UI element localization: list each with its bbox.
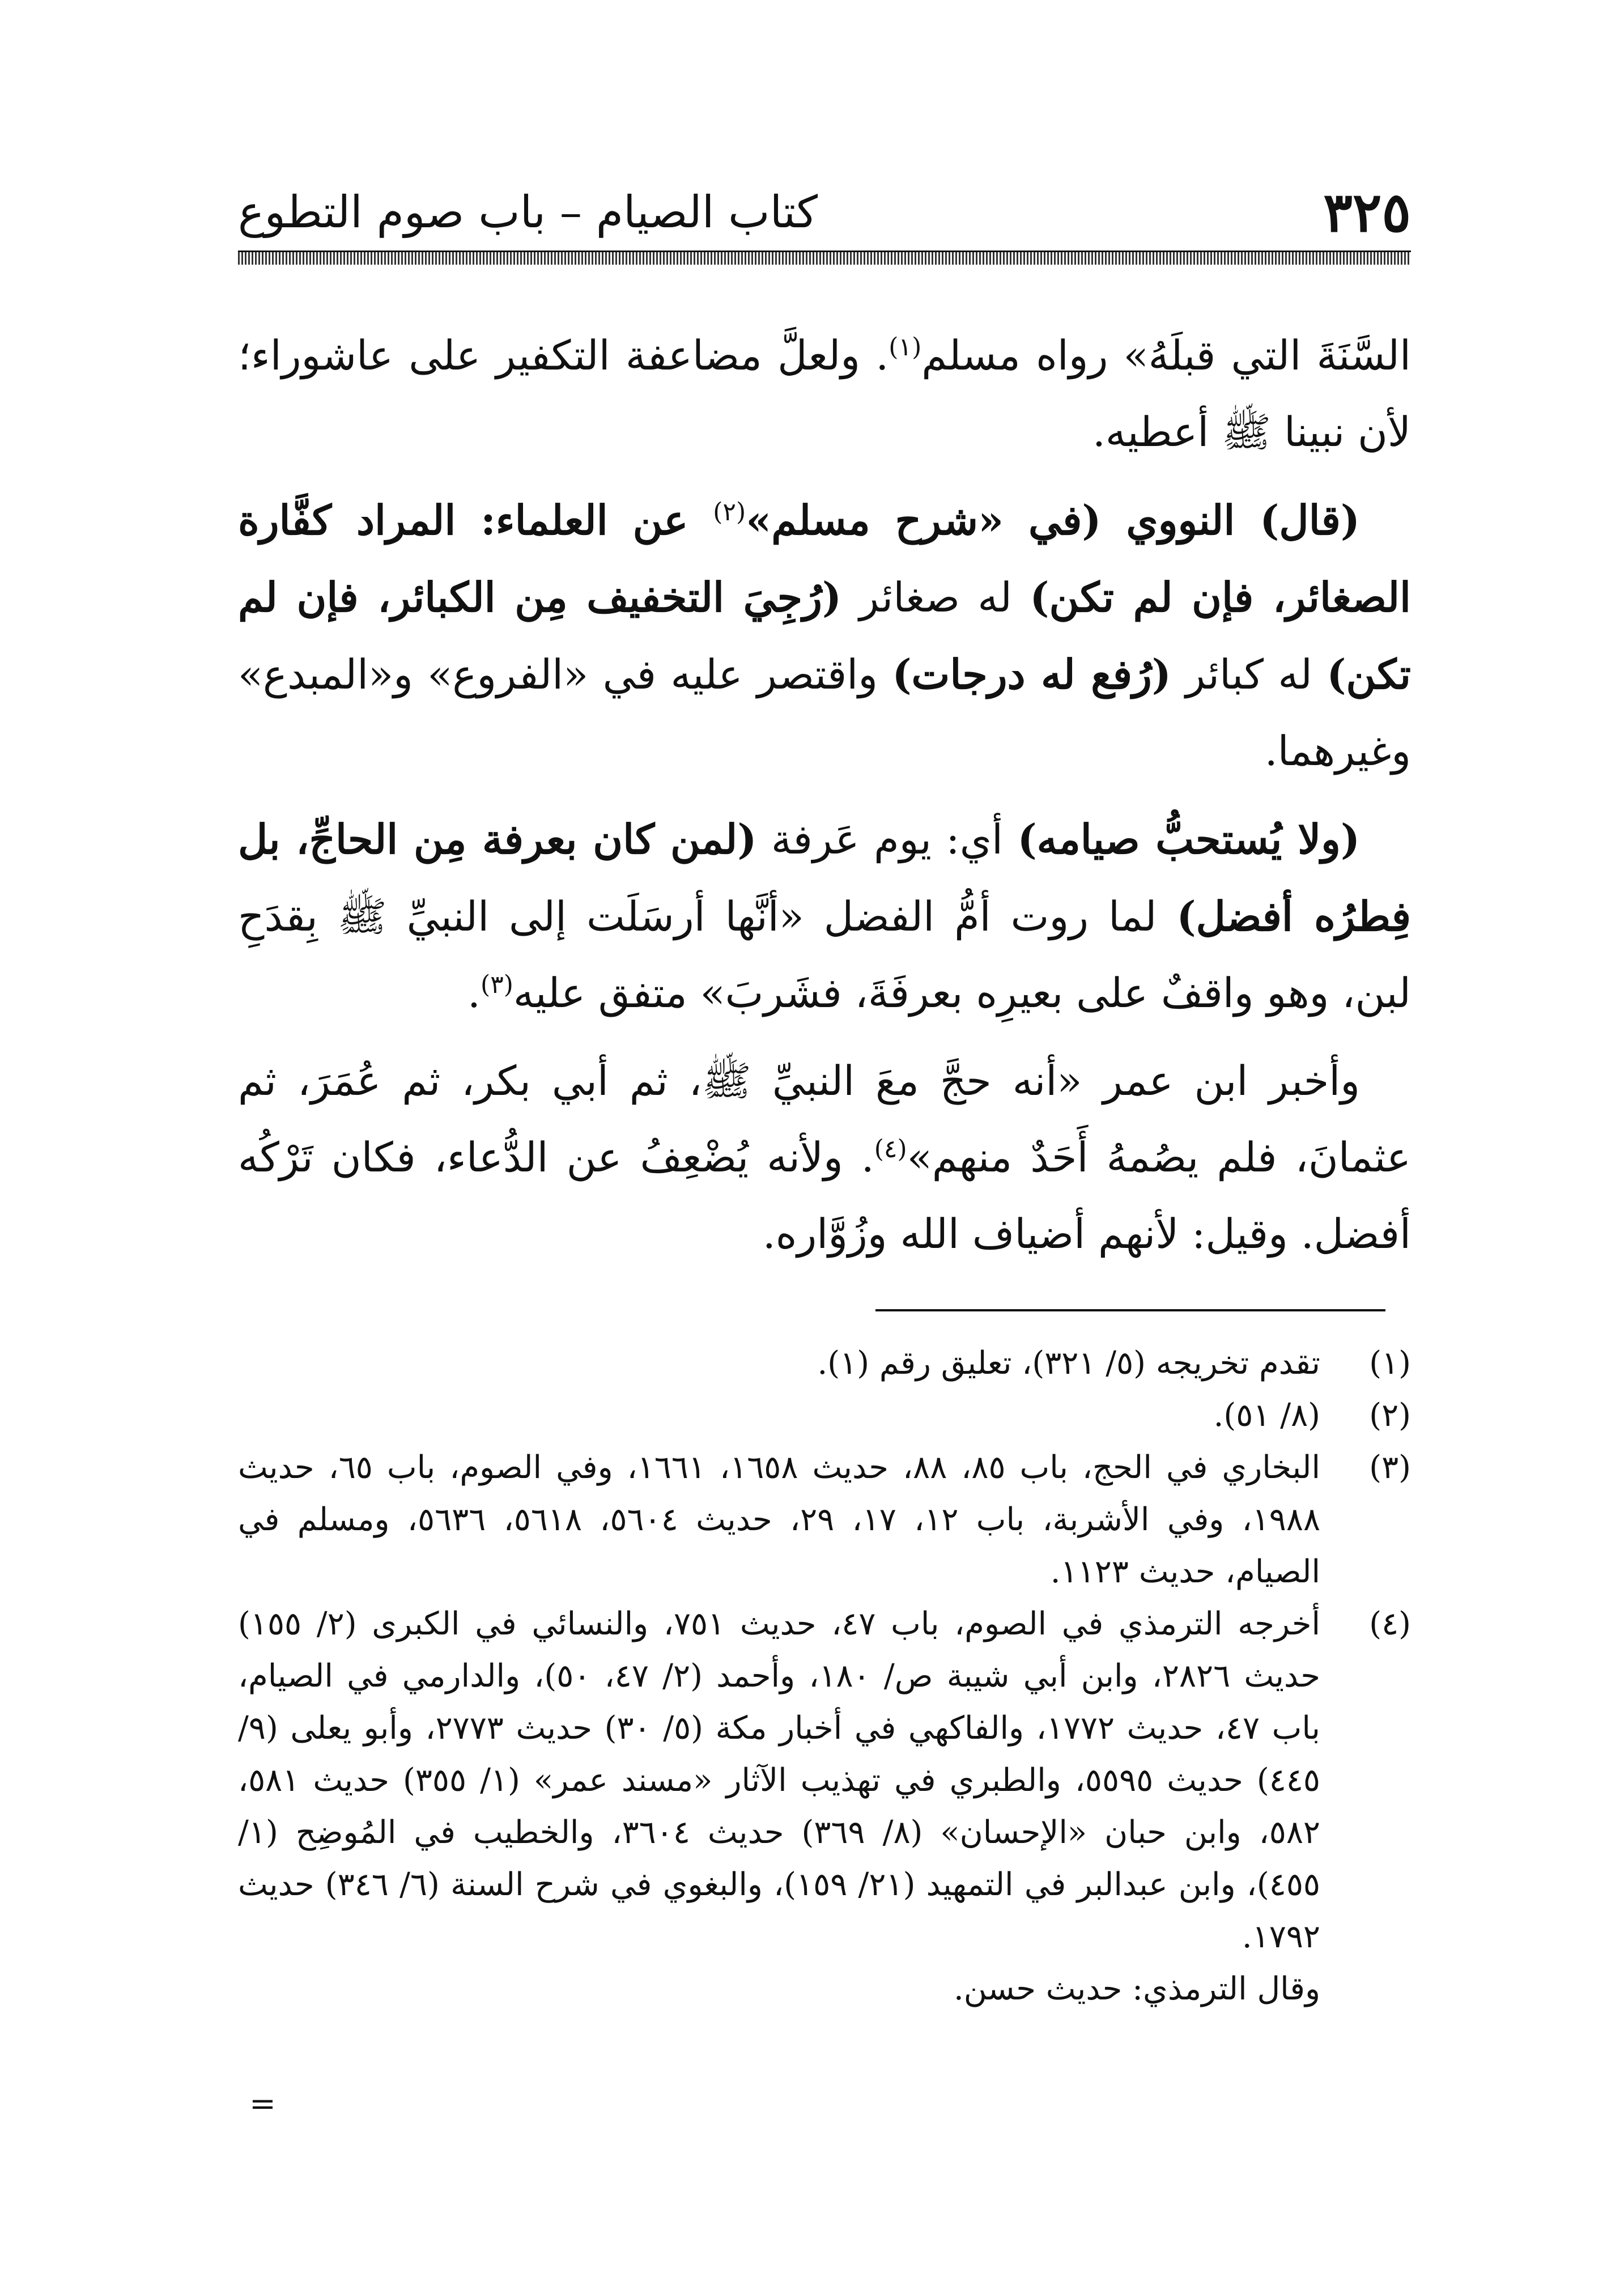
footnote-separator — [875, 1309, 1385, 1311]
footnote-1: (١) تقدم تخريجه (٥/ ٣٢١)، تعليق رقم (١). — [817, 1345, 1411, 1382]
continuation-mark: = — [249, 2086, 276, 2122]
running-title: كتاب الصيام – باب صوم التطوع — [238, 187, 818, 238]
main-text — [238, 317, 1411, 1284]
footnotes — [238, 1337, 1411, 2015]
paragraph-4: وأخبر ابن عمر «أنه حجَّ معَ النبيِّ ﷺ، ثم أبي بكر، ثم عُمَرَ، ثم عثمانَ، فلم يصُمهُ أَحَدٌ منهم»$^{(٤)}$. ولأنه يُضْعِفُ عن الدُّعاء، فكان تَرْكُه أفضل. وقيل: لأنهم أضياف الله وزُوَّاره. — [238, 1057, 1411, 1258]
footnote-2: (٢) (٨/ ٥١). — [1213, 1397, 1411, 1434]
paragraph-1: السَّنَةَ التي قبلَهُ» رواه مسلم$^{(١)}$. ولعلَّ مضاعفة التكفير على عاشوراء؛ لأن نبينا ﷺ أعطيه. — [238, 332, 1411, 456]
page-header — [238, 181, 1411, 244]
paragraph-2: (قال) النووي (في «شرح مسلم»$^{(٢)}$ عن العلماء: المراد كفَّارة الصغائر، فإن لم تكن) له صغائر (رُجِيَ التخفيف مِن الكبائر، فإن لم تكن) له كبائر (رُفع له درجات) واقتصر عليه في «الفروع» و«المبدع» وغيرهما. — [238, 496, 1412, 775]
footnote-ref-1: (١) — [888, 333, 922, 362]
footnote-4-continued: وقال الترمذي: حديث حسن. — [953, 1971, 1320, 2007]
paragraph-3: (ولا يُستحبُّ صيامه) أي: يوم عَرفة (لمن كان بعرفة مِن الحاجِّ، بل فِطرُه أفضل) لما روت أمُّ الفضل «أنَّها أرسَلَت إلى النبيِّ ﷺ بِقدَحِ لبن، وهو واقفٌ على بعيرِه بعرفَةَ، فشَربَ» متفق عليه$^{(٣)}$. — [238, 815, 1411, 1017]
footnote-ref-2: (٢) — [713, 498, 746, 526]
footnote-ref-3: (٣) — [480, 970, 513, 999]
footnote-3: (٣) البخاري في الحج، باب ٨٥، ٨٨، حديث ١٦٥٨، ١٦٦١، وفي الصوم، باب ٦٥، حديث ١٩٨٨، وفي الأشربة، باب ١٢، ١٧، ٢٩، حديث ٥٦٠٤، ٥٦١٨، ٥٦٣٦، ومسلم في الصيام، حديث ١١٢٣. — [238, 1449, 1411, 1590]
footnote-ref-4: (٤) — [874, 1135, 907, 1164]
page-number: ٣٢٥ — [1323, 180, 1411, 244]
header-rule — [238, 250, 1411, 265]
footnote-4: (٤) أخرجه الترمذي في الصوم، باب ٤٧، حديث ٧٥١، والنسائي في الكبرى (٢/ ١٥٥) حديث ٢٨٢٦، وابن أبي شيبة ص/ ١٨٠، وأحمد (٢/ ٤٧، ٥٠)، والدارمي في الصيام، باب ٤٧، حديث ١٧٧٢، والفاكهي في أخبار مكة (٥/ ٣٠) حديث ٢٧٧٣، وأبو يعلى (٩/ ٤٤٥) حديث ٥٥٩٥، والطبري في تهذيب الآثار «مسند عمر» (١/ ٣٥٥) حديث ٥٨١، ٥٨٢، وابن حبان «الإحسان» (٨/ ٣٦٩) حديث ٣٦٠٤، والخطيب في المُوضِح (١/ ٤٥٥)، وابن عبدالبر في التمهيد (٢١/ ١٥٩)، والبغوي في شرح السنة (٦/ ٣٤٦) حديث ١٧٩٢. — [238, 1606, 1411, 1955]
